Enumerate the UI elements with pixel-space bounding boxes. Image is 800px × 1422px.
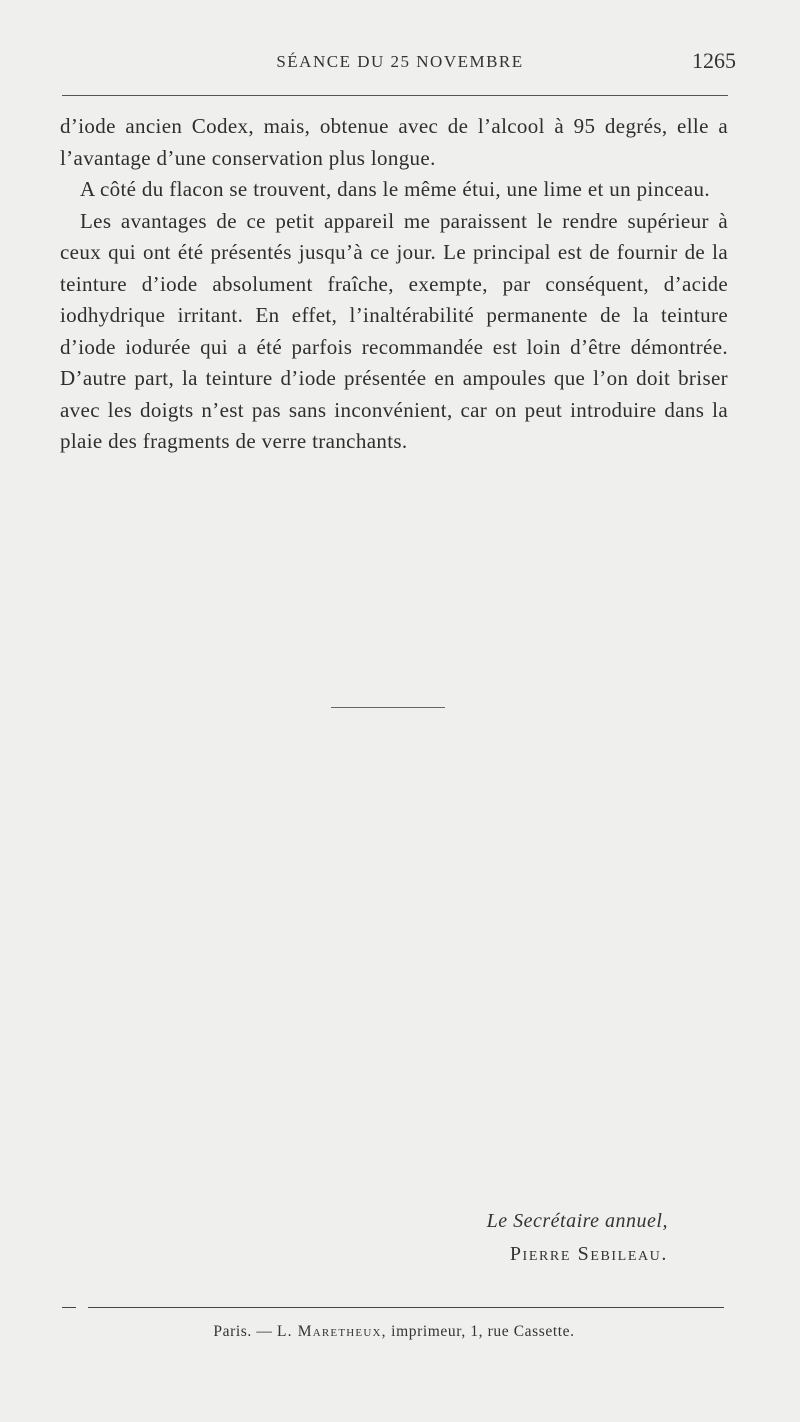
paragraph: Les avantages de ce petit appareil me paraissent le rendre supérieur à ceux qui ont été présentés jusqu’à ce jour. Le principal est de fournir de la teinture d’iode absolument fraîche, exempte, par conséquent, d’acide iodhydrique irritant. En effet, l’inaltérabilité permanente de la teinture d’iode iodurée qui a été parfois recommandée est loin d’être démontrée. D’autre part, la teinture d’iode présentée en ampoules que l’on doit briser avec les doigts n’est pas sans inconvénient, car on peut introduire dans la plaie des fragments de verre tranchants. [60, 208, 728, 453]
body-text [60, 111, 728, 458]
signature-block [487, 1205, 668, 1271]
running-title: SÉANCE DU 25 NOVEMBRE [276, 52, 524, 71]
imprint-separator: — [256, 1323, 273, 1340]
section-divider [331, 707, 445, 708]
paragraph: d’iode ancien Codex, mais, obtenue avec de l’alcool à 95 degrés, elle a l’avantage d’une conservation plus longue. [60, 114, 728, 170]
imprint-printer-name: L. Maretheux, [276, 1323, 387, 1340]
footer-rule-left [62, 1307, 76, 1308]
page-number: 1265 [692, 48, 736, 73]
footer-rule [88, 1307, 724, 1308]
imprint-address: imprimeur, 1, rue Cassette. [391, 1323, 575, 1340]
header-rule [62, 95, 728, 96]
signature-role: Le Secrétaire annuel, [486, 1210, 668, 1232]
imprint-city: Paris. [213, 1323, 252, 1340]
signature-name: Pierre Sebileau. [509, 1243, 668, 1265]
running-head [60, 48, 740, 78]
printer-imprint [0, 1323, 788, 1341]
paragraph: A côté du flacon se trouvent, dans le même étui, une lime et un pinceau. [80, 177, 710, 201]
